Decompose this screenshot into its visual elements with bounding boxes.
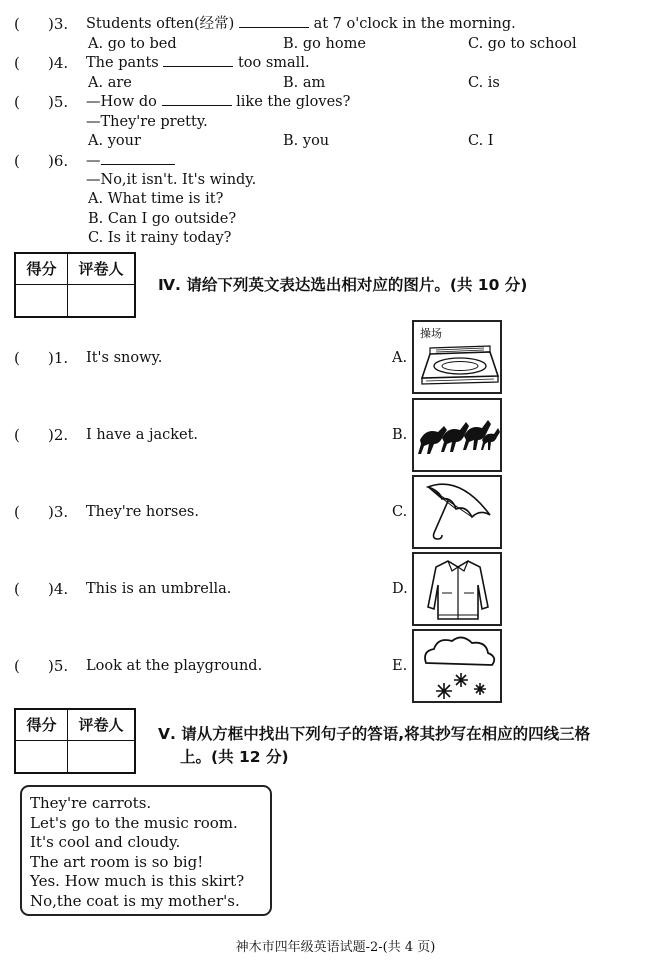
jacket-icon xyxy=(424,557,492,623)
grader-field[interactable] xyxy=(68,285,134,316)
horses-icon xyxy=(416,414,500,458)
question-5: —How do like the gloves? xyxy=(86,94,351,110)
q6-option-a: A. What time is it? xyxy=(88,191,224,207)
score-field[interactable] xyxy=(16,741,68,772)
fill-blank[interactable] xyxy=(239,27,309,28)
snowy-picture xyxy=(412,629,502,703)
answer-option: The art room is so big! xyxy=(30,852,204,871)
grader-label: 评卷人 xyxy=(68,710,134,741)
jacket-picture xyxy=(412,552,502,626)
answer-option: No,the coat is my mother's. xyxy=(30,891,240,910)
grader-label: 评卷人 xyxy=(68,254,134,285)
answer-paren-q5[interactable]: ( )5. xyxy=(14,93,69,111)
q4-option-a: A. are xyxy=(88,75,132,91)
s4-item-3-text: They're horses. xyxy=(86,504,199,520)
q4-option-c: C. is xyxy=(468,75,500,91)
answer-choices-box xyxy=(20,785,272,916)
answer-paren-s4-4[interactable]: ( )4. xyxy=(14,580,69,598)
answer-paren-q3[interactable]: ( )3. xyxy=(14,15,69,33)
s4-item-1-text: It's snowy. xyxy=(86,350,163,366)
umbrella-picture xyxy=(412,475,502,549)
score-table-section5 xyxy=(14,708,136,774)
answer-option: Yes. How much is this skirt? xyxy=(30,872,245,890)
q5-option-c: C. I xyxy=(468,133,494,149)
playground-label: 操场 xyxy=(420,327,442,340)
fill-blank[interactable] xyxy=(163,66,233,67)
q4-option-b: B. am xyxy=(283,75,326,91)
q6-option-b: B. Can I go outside? xyxy=(88,211,237,227)
q5-option-b: B. you xyxy=(283,133,330,149)
horses-picture xyxy=(412,398,502,472)
section-5-heading-line2: 上。(共 12 分) xyxy=(180,748,289,766)
section-4-heading: Ⅳ. 请给下列英文表达选出相对应的图片。(共 10 分) xyxy=(158,276,528,294)
score-label: 得分 xyxy=(16,254,68,285)
answer-option: It's cool and cloudy. xyxy=(30,833,181,851)
snow-cloud-icon xyxy=(418,635,498,701)
s4-letter-c: C. xyxy=(392,504,408,520)
answer-paren-q4[interactable]: ( )4. xyxy=(14,54,69,72)
answer-paren-s4-5[interactable]: ( )5. xyxy=(14,657,69,675)
question-5-reply: —They're pretty. xyxy=(86,114,208,130)
section-5-heading-line1: Ⅴ. 请从方框中找出下列句子的答语,将其抄写在相应的四线三格 xyxy=(158,725,591,743)
grader-field[interactable] xyxy=(68,741,134,772)
s4-letter-a: A. xyxy=(392,350,408,366)
s4-item-4-text: This is an umbrella. xyxy=(86,581,232,597)
q3-option-a: A. go to bed xyxy=(88,36,177,52)
question-6: — xyxy=(86,152,175,170)
answer-paren-q6[interactable]: ( )6. xyxy=(14,152,69,170)
answer-paren-s4-3[interactable]: ( )3. xyxy=(14,503,69,521)
q3-option-b: B. go home xyxy=(283,36,366,52)
s4-item-2-text: I have a jacket. xyxy=(86,427,199,443)
s4-letter-b: B. xyxy=(392,427,408,443)
playground-picture xyxy=(412,320,502,394)
question-4: The pants too small. xyxy=(86,55,310,71)
s4-letter-e: E. xyxy=(392,658,408,674)
page-footer: 神木市四年级英语试题-2-(共 4 页) xyxy=(235,940,436,955)
score-field[interactable] xyxy=(16,285,68,316)
q3-option-c: C. go to school xyxy=(468,36,577,52)
umbrella-icon xyxy=(420,479,496,547)
question-3: Students often(经常) at 7 o'clock in the morning. xyxy=(86,16,516,32)
s4-letter-d: D. xyxy=(392,581,408,597)
answer-paren-s4-1[interactable]: ( )1. xyxy=(14,349,69,367)
fill-blank[interactable] xyxy=(101,164,175,165)
answer-paren-s4-2[interactable]: ( )2. xyxy=(14,426,69,444)
q5-option-a: A. your xyxy=(88,133,141,149)
fill-blank[interactable] xyxy=(162,105,232,106)
stadium-icon xyxy=(416,340,500,392)
answer-option: They're carrots. xyxy=(30,794,152,812)
q6-option-c: C. Is it rainy today? xyxy=(88,230,232,246)
score-label: 得分 xyxy=(16,710,68,741)
s4-item-5-text: Look at the playground. xyxy=(86,658,263,674)
answer-option: Let's go to the music room. xyxy=(30,813,238,832)
question-6-reply: —No,it isn't. It's windy. xyxy=(86,172,257,188)
score-table-section4 xyxy=(14,252,136,318)
